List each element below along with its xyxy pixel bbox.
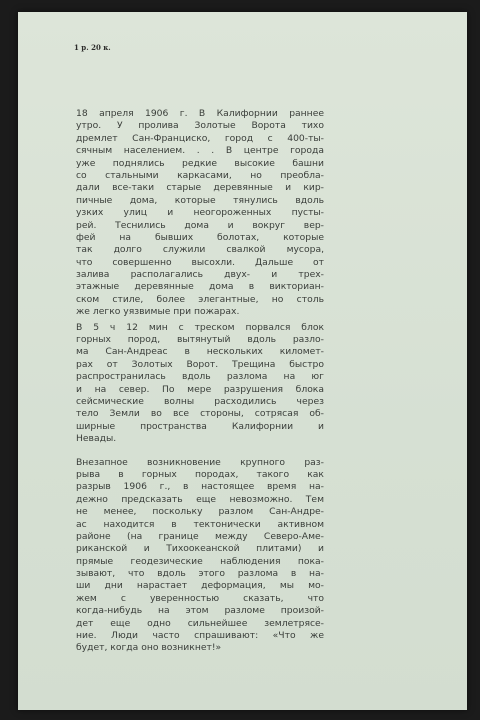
text-line: ском стиле, более элегантные, но столь: [76, 293, 324, 305]
text-line: 18 апреля 1906 г. В Калифорнии раннее: [76, 108, 324, 119]
text-line: В 5 ч 12 мин с треском порвался блок: [76, 321, 324, 333]
text-line: рей. Теснились дома и вокруг вер-: [76, 219, 324, 231]
paragraph-2: [76, 322, 324, 446]
text-line: рыва в горных породах, такого как: [76, 468, 324, 480]
text-line: узких улиц и неогороженных пусты-: [76, 207, 324, 219]
text-line: не менее, поскольку разлом Сан-Андре-: [76, 506, 324, 518]
text-line: распространилась вдоль разлома на юг: [76, 371, 324, 383]
text-line: ас находится в тектонически активном: [76, 518, 324, 530]
text-line: фей на бывших болотах, которые: [76, 231, 324, 243]
text-line: дали все-таки старые деревянные и кир-: [76, 182, 324, 194]
text-line: риканской и Тихоокеанской плитами) и: [76, 543, 324, 555]
text-line: когда-нибудь на этом разломе произой-: [76, 605, 324, 617]
text-line: сячным населением. . . В центре города: [76, 145, 324, 157]
text-line: этажные деревянные дома в викториан-: [76, 281, 324, 293]
text-line: ширные пространства Калифорнии и: [76, 420, 324, 432]
text-line: дет еще одно сильнейшее землетрясе-: [76, 617, 324, 629]
text-line: дремлет Сан-Франциско, город с 400-ты-: [76, 132, 324, 144]
text-line: что совершенно высохли. Дальше от: [76, 256, 324, 268]
text-line: со стальными каркасами, но преобла-: [76, 169, 324, 181]
text-line: Невады.: [76, 433, 117, 445]
text-line: ши дни нарастает деформация, мы мо-: [76, 580, 324, 592]
paragraph-3: [76, 457, 324, 655]
text-line: зывают, что вдоль этого разлома в на-: [76, 568, 324, 580]
text-line: уже поднялись редкие высокие башни: [76, 157, 324, 169]
text-line: Внезапное возникновение крупного раз-: [76, 456, 324, 468]
text-line: будет, когда оно возникнет!»: [76, 642, 222, 654]
text-line: дежно предсказать еще невозможно. Тем: [76, 493, 324, 505]
text-line: так долго служили свалкой мусора,: [76, 244, 324, 256]
text-line: жем с уверенностью сказать, что: [76, 592, 324, 604]
text-line: ние. Люди часто спрашивают: «Что же: [76, 630, 324, 642]
price-label: 1 р. 20 к.: [74, 43, 111, 52]
text-line: прямые геодезические наблюдения пока-: [76, 555, 324, 567]
text-line: районе (на границе между Северо-Аме-: [76, 530, 324, 542]
book-back-cover: [18, 12, 467, 710]
blurb-text: [76, 108, 324, 655]
text-line: разрыв 1906 г., в настоящее время на-: [76, 481, 324, 493]
text-line: рах от Золотых Ворот. Трещина быстро: [76, 358, 324, 370]
text-line: горных пород, вытянутый вдоль разло-: [76, 334, 324, 346]
text-line: утро. У пролива Золотые Ворота тихо: [76, 120, 324, 132]
text-line: залива располагались двух- и трех-: [76, 269, 324, 281]
text-line: тело Земли во все стороны, сотрясая об-: [76, 408, 324, 420]
paragraph-1: [76, 108, 324, 319]
text-line: пичные дома, которые тянулись вдоль: [76, 194, 324, 206]
text-line: и на север. По мере разрушения блока: [76, 383, 324, 395]
text-line: ма Сан-Андреас в нескольких километ-: [76, 346, 324, 358]
text-line: же легко уязвимые при пожарах.: [76, 306, 240, 318]
text-line: сейсмические волны расходились через: [76, 395, 324, 407]
